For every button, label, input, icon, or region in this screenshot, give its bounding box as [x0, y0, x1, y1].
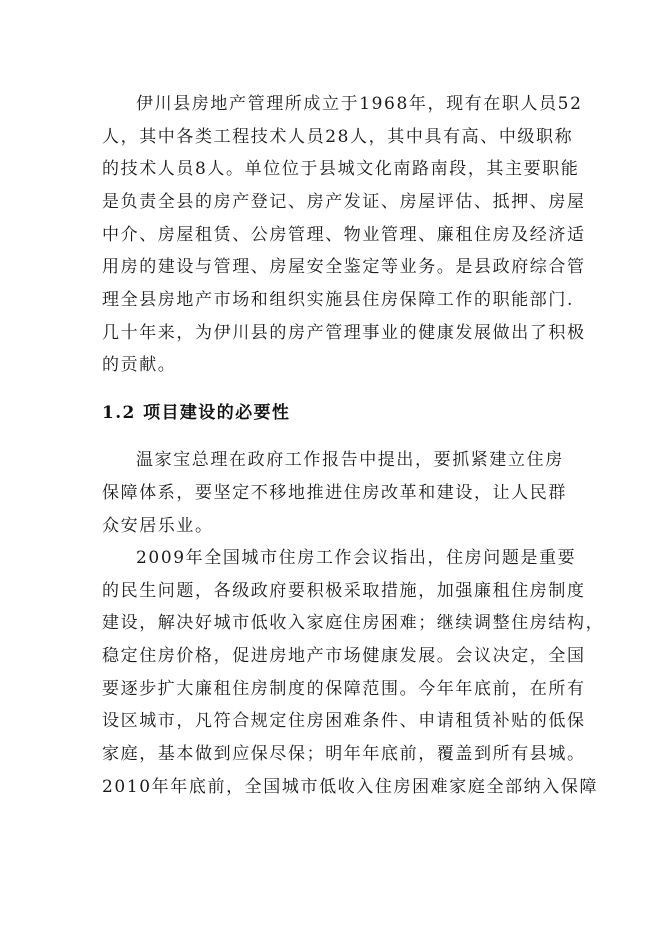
- paragraph-1-line-1: 伊川县房地产管理所成立于1968年，现有在职人员52: [136, 94, 583, 114]
- paragraph-2-line-2: 保障体系，要坚定不移地推进住房改革和建设，让人民群: [102, 483, 567, 503]
- paragraph-2-line-1: 温家宝总理在政府工作报告中提出，要抓紧建立住房: [136, 450, 564, 470]
- paragraph-1-line-9: 的贡献。: [102, 355, 177, 375]
- paragraph-1-line-4: 是负责全县的房产登记、房产发证、房屋评估、抵押、房屋: [102, 192, 586, 212]
- section-heading: 1.2 项目建设的必要性: [102, 403, 291, 423]
- paragraph-1-line-2: 人，其中各类工程技术人员28人，其中具有高、中级职称: [102, 127, 574, 147]
- paragraph-3-line-7: 家庭，基本做到应保尽保；明年年底前，覆盖到所有县城。: [102, 744, 586, 764]
- paragraph-1-line-8: 几十年来，为伊川县的房产管理事业的健康发展做出了积极: [102, 323, 586, 343]
- paragraph-3-line-3: 建设，解决好城市低收入家庭住房困难；继续调整住房结构，: [102, 613, 605, 633]
- paragraph-1-line-7: 理全县房地产市场和组织实施县住房保障工作的职能部门.: [102, 290, 575, 310]
- paragraph-2-line-3: 众安居乐业。: [102, 516, 214, 536]
- paragraph-3-line-1: 2009年全国城市住房工作会议指出，住房问题是重要: [136, 548, 577, 568]
- paragraph-3-line-6: 设区城市，凡符合规定住房困难条件、申请租赁补贴的低保: [102, 711, 586, 731]
- paragraph-3-line-8: 2010年年底前，全国城市低收入住房困难家庭全部纳入保障: [102, 777, 599, 797]
- paragraph-1-line-6: 用房的建设与管理、房屋安全鉴定等业务。是县政府综合管: [102, 257, 586, 277]
- paragraph-1-line-5: 中介、房屋租赁、公房管理、物业管理、廉租住房及经济适: [102, 225, 586, 245]
- paragraph-1-line-3: 的技术人员8人。单位位于县城文化南路南段，其主要职能: [102, 159, 580, 179]
- paragraph-3-line-5: 要逐步扩大廉租住房制度的保障范围。今年年底前，在所有: [102, 679, 586, 699]
- paragraph-3-line-2: 的民生问题，各级政府要积极采取措施，加强廉租住房制度: [102, 581, 586, 601]
- paragraph-3-line-4: 稳定住房价格，促进房地产市场健康发展。会议决定，全国: [102, 646, 586, 666]
